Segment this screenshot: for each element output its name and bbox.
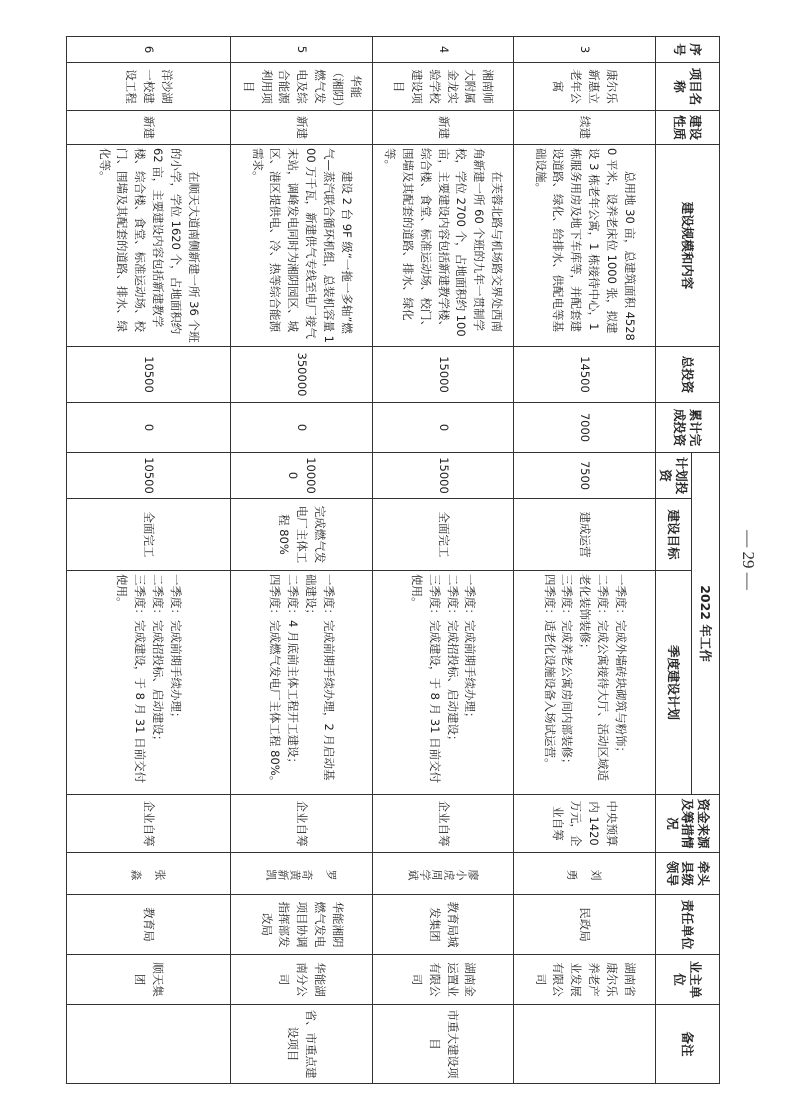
row-total: 10500	[66, 347, 230, 403]
row-completed: 7000	[513, 403, 655, 453]
plan-line: 四季度：完成燃气发电厂主体工程 80%。	[268, 574, 283, 788]
plan-line: 三季度：完成建设，于 8 月 31 日前交付使用。	[409, 574, 442, 784]
col-name-header: 项目名称	[655, 63, 719, 111]
row-goal: 全面完工	[66, 499, 230, 571]
col-completed-header: 累计完成投资	[655, 403, 719, 453]
col-total-header: 总投资	[655, 347, 719, 403]
col-plan-header: 季度建设计划	[655, 571, 691, 795]
col-seq-header: 序号	[655, 37, 719, 63]
row-name: 洋沙湖一校建设工程	[66, 63, 230, 111]
row-leader: 张 淼	[66, 853, 230, 895]
row-content: 建设 2 台 9F 级“一拖一多轴”燃气—蒸汽联合循环机组，总装机容量 100 万千瓦，新建供气专线至电厂接气末站，调峰发电同时为湘阴园区、城区、港区提供电、冷、热等综合能源需求。	[230, 145, 372, 347]
row-completed: 0	[230, 403, 372, 453]
row-nature: 新建	[372, 111, 513, 145]
col-funding-header: 资金来源及筹措情况	[655, 795, 719, 853]
row-goal: 完成燃气发电厂主体工程 80%	[230, 499, 372, 571]
row-planned: 15000	[372, 453, 513, 499]
row-funding: 企业自筹	[66, 795, 230, 853]
project-table	[66, 36, 720, 1084]
row-completed: 0	[66, 403, 230, 453]
row-responsible: 民政局	[513, 895, 655, 955]
table-row	[230, 37, 372, 1084]
row-total: 15000	[372, 347, 513, 403]
row-plan	[230, 571, 372, 795]
row-remark: 省、市重点建设项目	[230, 1005, 372, 1084]
col-remark-header: 备注	[655, 1005, 719, 1084]
row-responsible: 华能湘阴燃气发电项目协调指挥部发改局	[230, 895, 372, 955]
row-completed: 0	[372, 403, 513, 453]
plan-line: 三季度：完成养老公寓房间内部装修；	[560, 574, 575, 770]
row-planned: 7500	[513, 453, 655, 499]
row-owner: 湖南省康尔乐养老产业发展有限公司	[513, 955, 655, 1005]
row-total: 350000	[230, 347, 372, 403]
row-leader: 罗 奇黄新凯	[230, 853, 372, 895]
row-goal: 建成运营	[513, 499, 655, 571]
row-planned: 10500	[66, 453, 230, 499]
row-content: 在顺天大道南侧新建一所 36 个班的小学，学位 1620 个，占地面积约 62 亩，主要建设内容包括新建教学楼、综合楼、食堂、标准运动场、校门、围墙及其配套的道路、排水、绿化等。	[66, 145, 230, 347]
page-number: — 29 —	[739, 530, 758, 590]
row-goal: 全面完工	[372, 499, 513, 571]
row-total: 14500	[513, 347, 655, 403]
row-seq: 3	[513, 37, 655, 63]
col-nature-header: 建设性质	[655, 111, 719, 145]
row-seq: 6	[66, 37, 230, 63]
table-row	[372, 37, 513, 1084]
col-planned-header: 计划投资	[655, 453, 691, 499]
row-funding: 企业自筹	[230, 795, 372, 853]
row-remark	[513, 1005, 655, 1084]
row-planned: 100000	[230, 453, 372, 499]
plan-line: 二季度：4 月底前主体工程开工建设；	[286, 574, 301, 769]
plan-line: 三季度：完成建设，于 8 月 31 日前交付使用。	[115, 574, 148, 784]
col-goal-header: 建设目标	[655, 499, 691, 571]
row-content: 总用地 30 亩，总建筑面积 45280 平米，设养老床位 1000 张，拟建设 3 栋老年公寓，1 栋接待中心，1 栋服务用房及地下车库等，并配套建设道路、绿化、给排水、供配电等基础设施。	[513, 145, 655, 347]
plan-line: 二季度：完成招投标、启动建设；	[151, 574, 166, 747]
row-name: 湘南师大附属金龙实验学校建设项目	[372, 63, 513, 111]
row-name: 华能（湘阴）燃气发电及综合能源利用项目	[230, 63, 372, 111]
row-owner: 顺天集团	[66, 955, 230, 1005]
plan-line: 二季度：完成招投标、启动建设；	[445, 574, 460, 747]
row-nature: 新建	[66, 111, 230, 145]
row-leader: 廖小虎周学斌	[372, 853, 513, 895]
col-owner-header: 业主单位	[655, 955, 719, 1005]
year-work-header: 2022 年工作	[692, 453, 720, 795]
row-remark: 市重大建设项目	[372, 1005, 513, 1084]
plan-line: 二季度：完成公寓接待大厅、活动区域适老化装饰装修；	[578, 574, 610, 781]
row-plan	[513, 571, 655, 795]
col-content-header: 建设规模和内容	[655, 145, 719, 347]
table-row	[66, 37, 230, 1084]
row-nature: 新建	[230, 111, 372, 145]
row-content: 在芙蓉北路与机场路交界处西南角新建一所 60 个班的九年一贯制学校，学位 2700 个，占地面积约 100 亩，主要建设内容包括新建教学楼、综合楼、食堂、标准运动场、校门、围墙及其配套的道路、排水、绿化等。	[372, 145, 513, 347]
table-row	[513, 37, 655, 1084]
row-seq: 5	[230, 37, 372, 63]
row-owner: 湖南金运置业有限公司	[372, 955, 513, 1005]
col-leader-header: 牵头县级领导	[655, 853, 719, 895]
plan-line: 一季度：完成前期手续办理，2 月启动基础建设；	[304, 574, 336, 781]
plan-line: 四季度：适老化设施设备入场试运营。	[542, 574, 557, 770]
row-nature: 续建	[513, 111, 655, 145]
col-responsible-header: 责任单位	[655, 895, 719, 955]
row-leader: 刘 勇	[513, 853, 655, 895]
plan-line: 一季度：完成前期手续办理；	[168, 574, 183, 724]
row-responsible: 教育局城发集团	[372, 895, 513, 955]
plan-line: 一季度：完成外墙砖块砌筑与粉饰；	[613, 574, 628, 758]
rotated-page	[73, 36, 720, 1083]
row-funding: 中央预算内 1420 万元，企业自筹	[513, 795, 655, 853]
header-row-1	[692, 37, 720, 1084]
row-plan	[66, 571, 230, 795]
row-remark	[66, 1005, 230, 1084]
row-owner: 华能湖南分公司	[230, 955, 372, 1005]
row-name: 康尔乐新惠立老年公寓	[513, 63, 655, 111]
row-seq: 4	[372, 37, 513, 63]
row-plan	[372, 571, 513, 795]
plan-line: 一季度：完成前期手续办理；	[463, 574, 478, 724]
row-responsible: 教育局	[66, 895, 230, 955]
row-funding: 企业自筹	[372, 795, 513, 853]
